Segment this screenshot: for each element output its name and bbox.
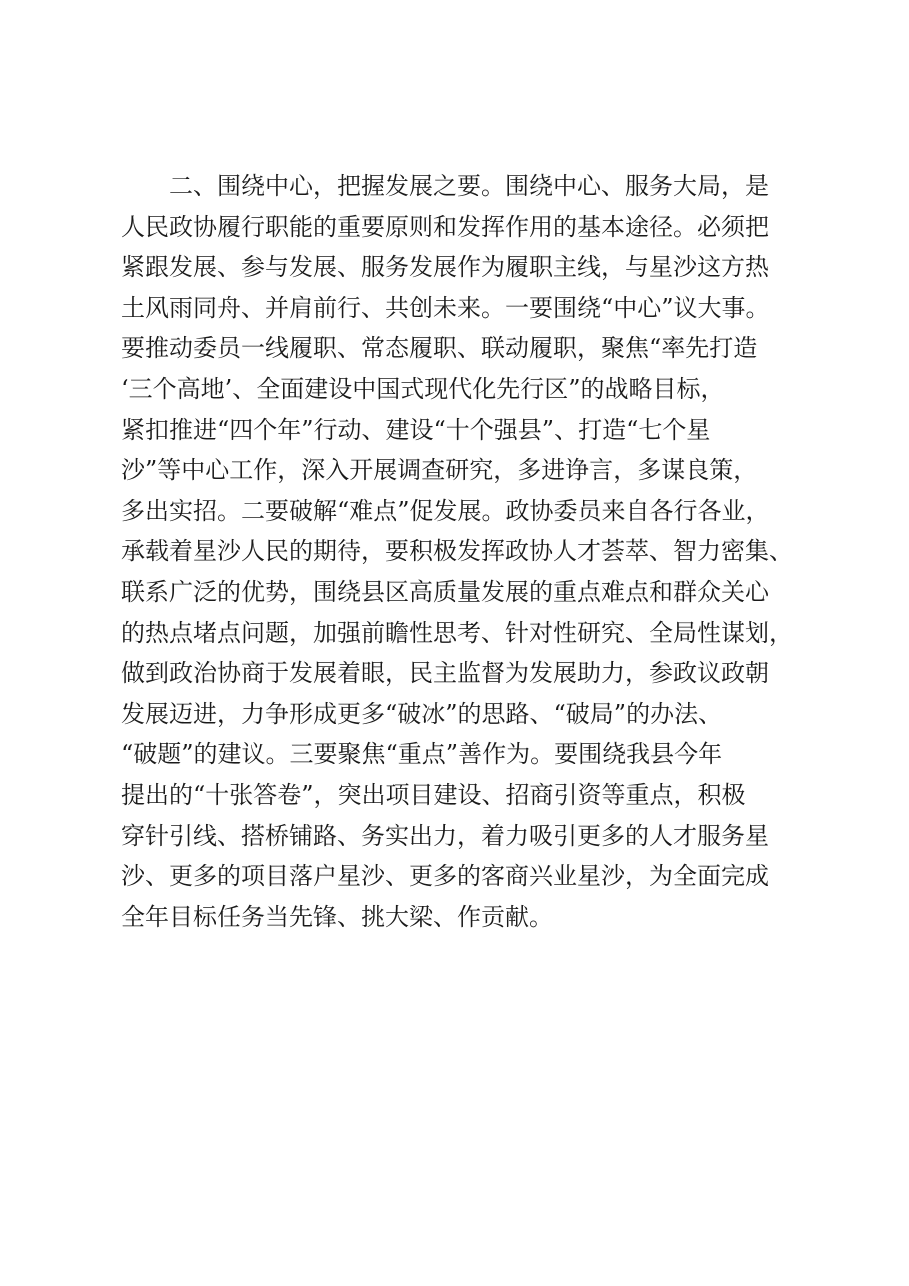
paragraph-line-12: 的热点堵点问题，加强前瞻性思考、针对性研究、全局性谋划， [121,618,793,647]
paragraph-line-5: 要推动委员一线履职、常态履职、联动履职，聚焦“率先打造 [121,334,758,363]
paragraph-line-8: 沙”等中心工作，深入开展调查研究，多进诤言，多谋良策， [121,456,758,485]
paragraph-line-4: 土风雨同舟、并肩前行、共创未来。一要围绕“中心”议大事。 [121,293,770,322]
paragraph-line-11: 联系广泛的优势，围绕县区高质量发展的重点难点和群众关心 [121,577,769,606]
paragraph-line-7: 紧扣推进“四个年”行动、建设“十个强县”、打造“七个星 [121,415,711,444]
paragraph-line-14: 发展迈进，力争形成更多“破冰”的思路、“破局”的办法、 [121,699,723,728]
paragraph-line-2: 人民政协履行职能的重要原则和发挥作用的基本途径。必须把 [121,212,769,241]
paragraph-line-9: 多出实招。二要破解“难点”促发展。政协委员来自各行各业， [121,496,770,525]
paragraph-line-18: 沙、更多的项目落户星沙、更多的客商兴业星沙，为全面完成 [121,862,769,891]
paragraph-line-15: “破题”的建议。三要聚焦“重点”善作为。要围绕我县今年 [121,740,723,769]
paragraph-line-10: 承载着星沙人民的期待，要积极发挥政协人才荟萃、智力密集、 [121,537,793,566]
paragraph-line-16: 提出的“十张答卷”，突出项目建设、招商引资等重点，积极 [121,780,746,809]
paragraph-line-3: 紧跟发展、参与发展、服务发展作为履职主线，与星沙这方热 [121,253,769,282]
body-paragraph [121,166,801,937]
paragraph-line-17: 穿针引线、搭桥铺路、务实出力，着力吸引更多的人才服务星 [121,821,769,850]
paragraph-line-13: 做到政治协商于发展着眼，民主监督为发展助力，参政议政朝 [121,659,769,688]
paragraph-line-6: ‘三个高地’、全面建设中国式现代化先行区”的战略目标， [121,374,725,403]
paragraph-line-1: 二、围绕中心，把握发展之要。围绕中心、服务大局，是 [121,172,769,200]
paragraph-line-19: 全年目标任务当先锋、挑大梁、作贡献。 [121,902,553,931]
